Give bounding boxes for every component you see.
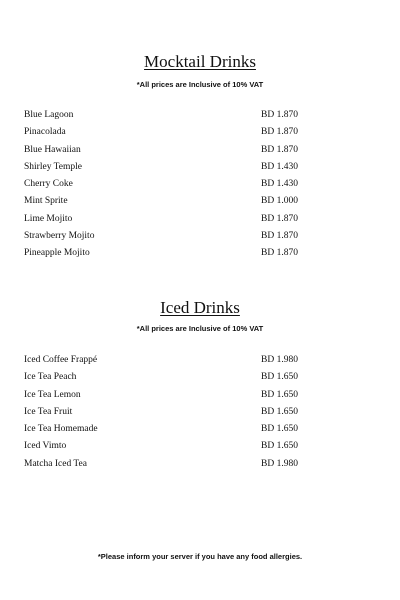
- mocktail-vat-note: *All prices are Inclusive of 10% VAT: [136, 80, 264, 89]
- item-price: BD 1.870: [261, 213, 298, 224]
- item-price: BD 1.870: [261, 110, 298, 120]
- menu-item: [0, 248, 400, 265]
- allergy-note: *Please inform your server if you have any food allergies.: [97, 552, 303, 561]
- item-name: Blue Lagoon: [24, 110, 74, 120]
- item-price: BD 1.870: [261, 144, 298, 155]
- menu-item: [0, 424, 400, 441]
- menu-item: [0, 145, 400, 162]
- item-price: BD 1.650: [261, 372, 298, 383]
- item-price: BD 1.870: [261, 231, 298, 242]
- menu-item: [0, 127, 400, 144]
- item-name: Ice Tea Lemon: [24, 389, 81, 400]
- item-price: BD 1.650: [261, 441, 298, 452]
- item-name: Cherry Coke: [24, 179, 73, 190]
- item-price: BD 1.430: [261, 179, 298, 190]
- item-price: BD 1.430: [261, 161, 298, 172]
- menu-item: [0, 390, 400, 407]
- item-price: BD 1.870: [261, 248, 298, 259]
- item-price: BD 1.650: [261, 389, 298, 400]
- menu-item: [0, 372, 400, 389]
- item-name: Pineapple Mojito: [24, 248, 90, 259]
- menu-item: [0, 407, 400, 424]
- iced-drinks-vat-note: *All prices are Inclusive of 10% VAT: [136, 324, 264, 333]
- item-price: BD 1.000: [261, 196, 298, 207]
- item-price: BD 1.870: [261, 127, 298, 138]
- iced-drinks-title: Iced Drinks: [160, 298, 240, 317]
- item-price: BD 1.980: [261, 355, 298, 365]
- iced-drinks-menu-list: [0, 355, 400, 476]
- item-name: Shirley Temple: [24, 161, 82, 172]
- mocktail-title: Mocktail Drinks: [144, 52, 256, 71]
- menu-item: [0, 110, 400, 127]
- menu-item: [0, 355, 400, 372]
- mocktail-menu-list: [0, 110, 400, 266]
- item-name: Ice Tea Peach: [24, 372, 77, 383]
- item-name: Pinacolada: [24, 127, 66, 138]
- item-price: BD 1.650: [261, 406, 298, 417]
- item-price: BD 1.650: [261, 424, 298, 435]
- item-name: Matcha Iced Tea: [24, 458, 87, 469]
- menu-item: [0, 459, 400, 476]
- menu-item: [0, 214, 400, 231]
- item-name: Iced Vimto: [24, 441, 67, 452]
- item-name: Lime Mojito: [24, 213, 73, 224]
- menu-item: [0, 162, 400, 179]
- menu-item: [0, 196, 400, 213]
- menu-item: [0, 441, 400, 458]
- item-name: Blue Hawaiian: [24, 144, 81, 155]
- item-name: Iced Coffee Frappé: [24, 355, 98, 365]
- item-name: Ice Tea Homemade: [24, 424, 98, 435]
- item-price: BD 1.980: [261, 458, 298, 469]
- item-name: Mint Sprite: [24, 196, 68, 207]
- menu-item: [0, 179, 400, 196]
- item-name: Ice Tea Fruit: [24, 406, 73, 417]
- item-name: Strawberry Mojito: [24, 231, 95, 242]
- menu-item: [0, 231, 400, 248]
